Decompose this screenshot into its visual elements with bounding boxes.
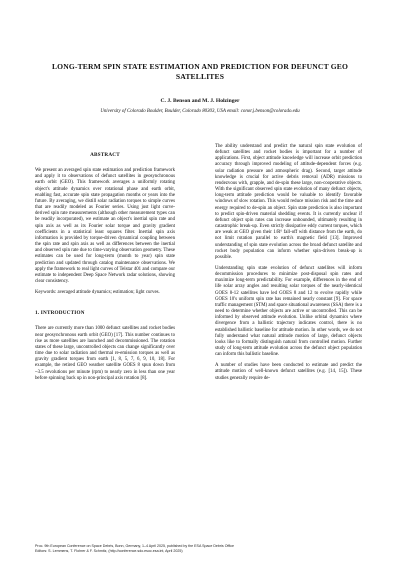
- footer-line-2: Editors: S. Lemmens, T. Flohrer & F. Schmitz, (http://conference.sdo.esoc.esa.int, April 2025): [35, 548, 183, 553]
- footer-line-1: Proc. 9th European Conference on Space Debris, Bonn, Germany, 1–4 April 2025, published by the ESA Space Debris Office: [35, 544, 235, 548]
- introduction-heading: 1. INTRODUCTION: [35, 310, 85, 317]
- paper-affiliation: University of Colorado Boulder, Boulder, Colorado 80303, USA email: conor.j.benson@colorado.edu: [100, 109, 300, 114]
- right-paragraph-1: The ability understand and predict the natural spin state evolution of defunct satellites and rocket bodies is important for a number of applications. First, object attitude knowledge will increase orbit prediction accuracy through improved modeling of attitude-dependent forces (e.g. solar radiation pressure and atmospheric drag). Second, target attitude knowledge is crucial for active debris removal (ADR) missions to rendezvous with, grapple, and de-spin these large, non-cooperative objects. With the significant observed spin state evolution of many defunct objects, long-term attitude prediction would be valuable to identify favorable windows of slow rotation. This would reduce mission risk and the time and energy required to de-spin an object. Spin state prediction is also important to predict spin-driven material shedding events. It is currently unclear if defunct object spin rates can increase unbounded, ultimately resulting in catastrophic break-up. Even strictly dissipative eddy current torques, which are weak at GEO given their 1/R⁶ fall-off with distance from the earth, do not limit rotation parallel to earth's magnetic field [13]. Improved understanding of spin state evolution across the broad defunct satellite and rocket body population can inform whether spin-driven break-up is possible.: [215, 144, 362, 260]
- left-column: [35, 144, 175, 387]
- abstract-heading: ABSTRACT: [90, 152, 120, 158]
- keywords: Keywords: averaged attitude dynamics; estimation; light curves.: [35, 290, 160, 296]
- right-paragraph-2: Understanding spin state evolution of defunct satellites will inform decommission procedures to minimize post-disposal spin rates and maximize long-term predictability. For example, differences in the end of life solar array angles and resulting solar torques of the nearly-identical GOES 8-12 satellites have led GOES 8 and 12 to evolve rapidly while GOES 10's uniform spin rate has remained nearly constant [9]. For space traffic management (STM) and space situational awareness (SSA) there is a need to determine whether objects are active or uncontrolled. This can be informed by observed attitude evolution. Unlike orbital dynamics where divergence from a ballistic trajectory indicates control, there is no established ballistic baseline for attitude motion. In other words, we do not fully understand what natural attitude motion of large, defunct objects looks like to formally distinguish natural from controlled motion. Further study of long-term attitude evolution across the defunct object population can inform this ballistic baseline.: [215, 265, 362, 358]
- right-column: [215, 144, 362, 387]
- right-paragraph-3: A number of studies have been conducted to estimate and predict the attitude motion of well-known defunct satellites (e.g. [14, 15]). These studies generally require de-: [215, 363, 362, 381]
- proceedings-footer: [35, 544, 365, 553]
- paper-title: LONG-TERM SPIN STATE ESTIMATION AND PREDICTION FOR DEFUNCT GEO SATELLITES: [51, 62, 349, 81]
- abstract-text: We present an averaged spin state estimation and prediction framework and apply it to observations of defunct satellites in geosynchronous earth orbit (GEO). This framework averages a uniformly rotating object's attitude dynamics over rotational phase and earth orbit, enabling fast, accurate spin state propagation months or years into the future. By averaging, we distill solar radiation torques to simple curves that are readily modeled as Fourier series. Using just light curve-derived spin rate measurements (although other measurement types can be readily incorporated), we estimate an object's inertial spin rate and spin axis as well as its Fourier solar torque and gravity gradient coefficients in a statistical least squares filter. Inertial spin axis information is provided by torque-driven dynamical coupling between the spin rate and spin axis as well as differences between the inertial and observed spin rate due to time-varying observation geometry. These estimates can be used for long-term (month to year) spin state prediction and updated through catalog maintenance observations. We apply the framework to real light curves of Telstar 401 and compare our estimate to independent Deep Space Network radar solutions, showing clear consistency.: [35, 168, 175, 284]
- intro-paragraph-1: There are currently more than 1000 defunct satellites and rocket bodies near geosynchronous earth orbit (GEO) [17]. This number continues to rise as more satellites are launched and decommissioned. The rotation states of these large, uncontrolled objects can change significantly over time due to solar radiation and thermal re-emission torques as well as gravity gradient torques from earth [1, 8, 5, 7, 6, 9, 10, 18]. For example, the retired GEO weather satellite GOES 8 spun down from ~3.5 revolutions per minute (rpm) to nearly zero in less than one year before spinning back up in non-principal axis rotation [8].: [35, 326, 175, 381]
- paper-authors: C. J. Benson and M. J. Holzinger: [160, 98, 240, 104]
